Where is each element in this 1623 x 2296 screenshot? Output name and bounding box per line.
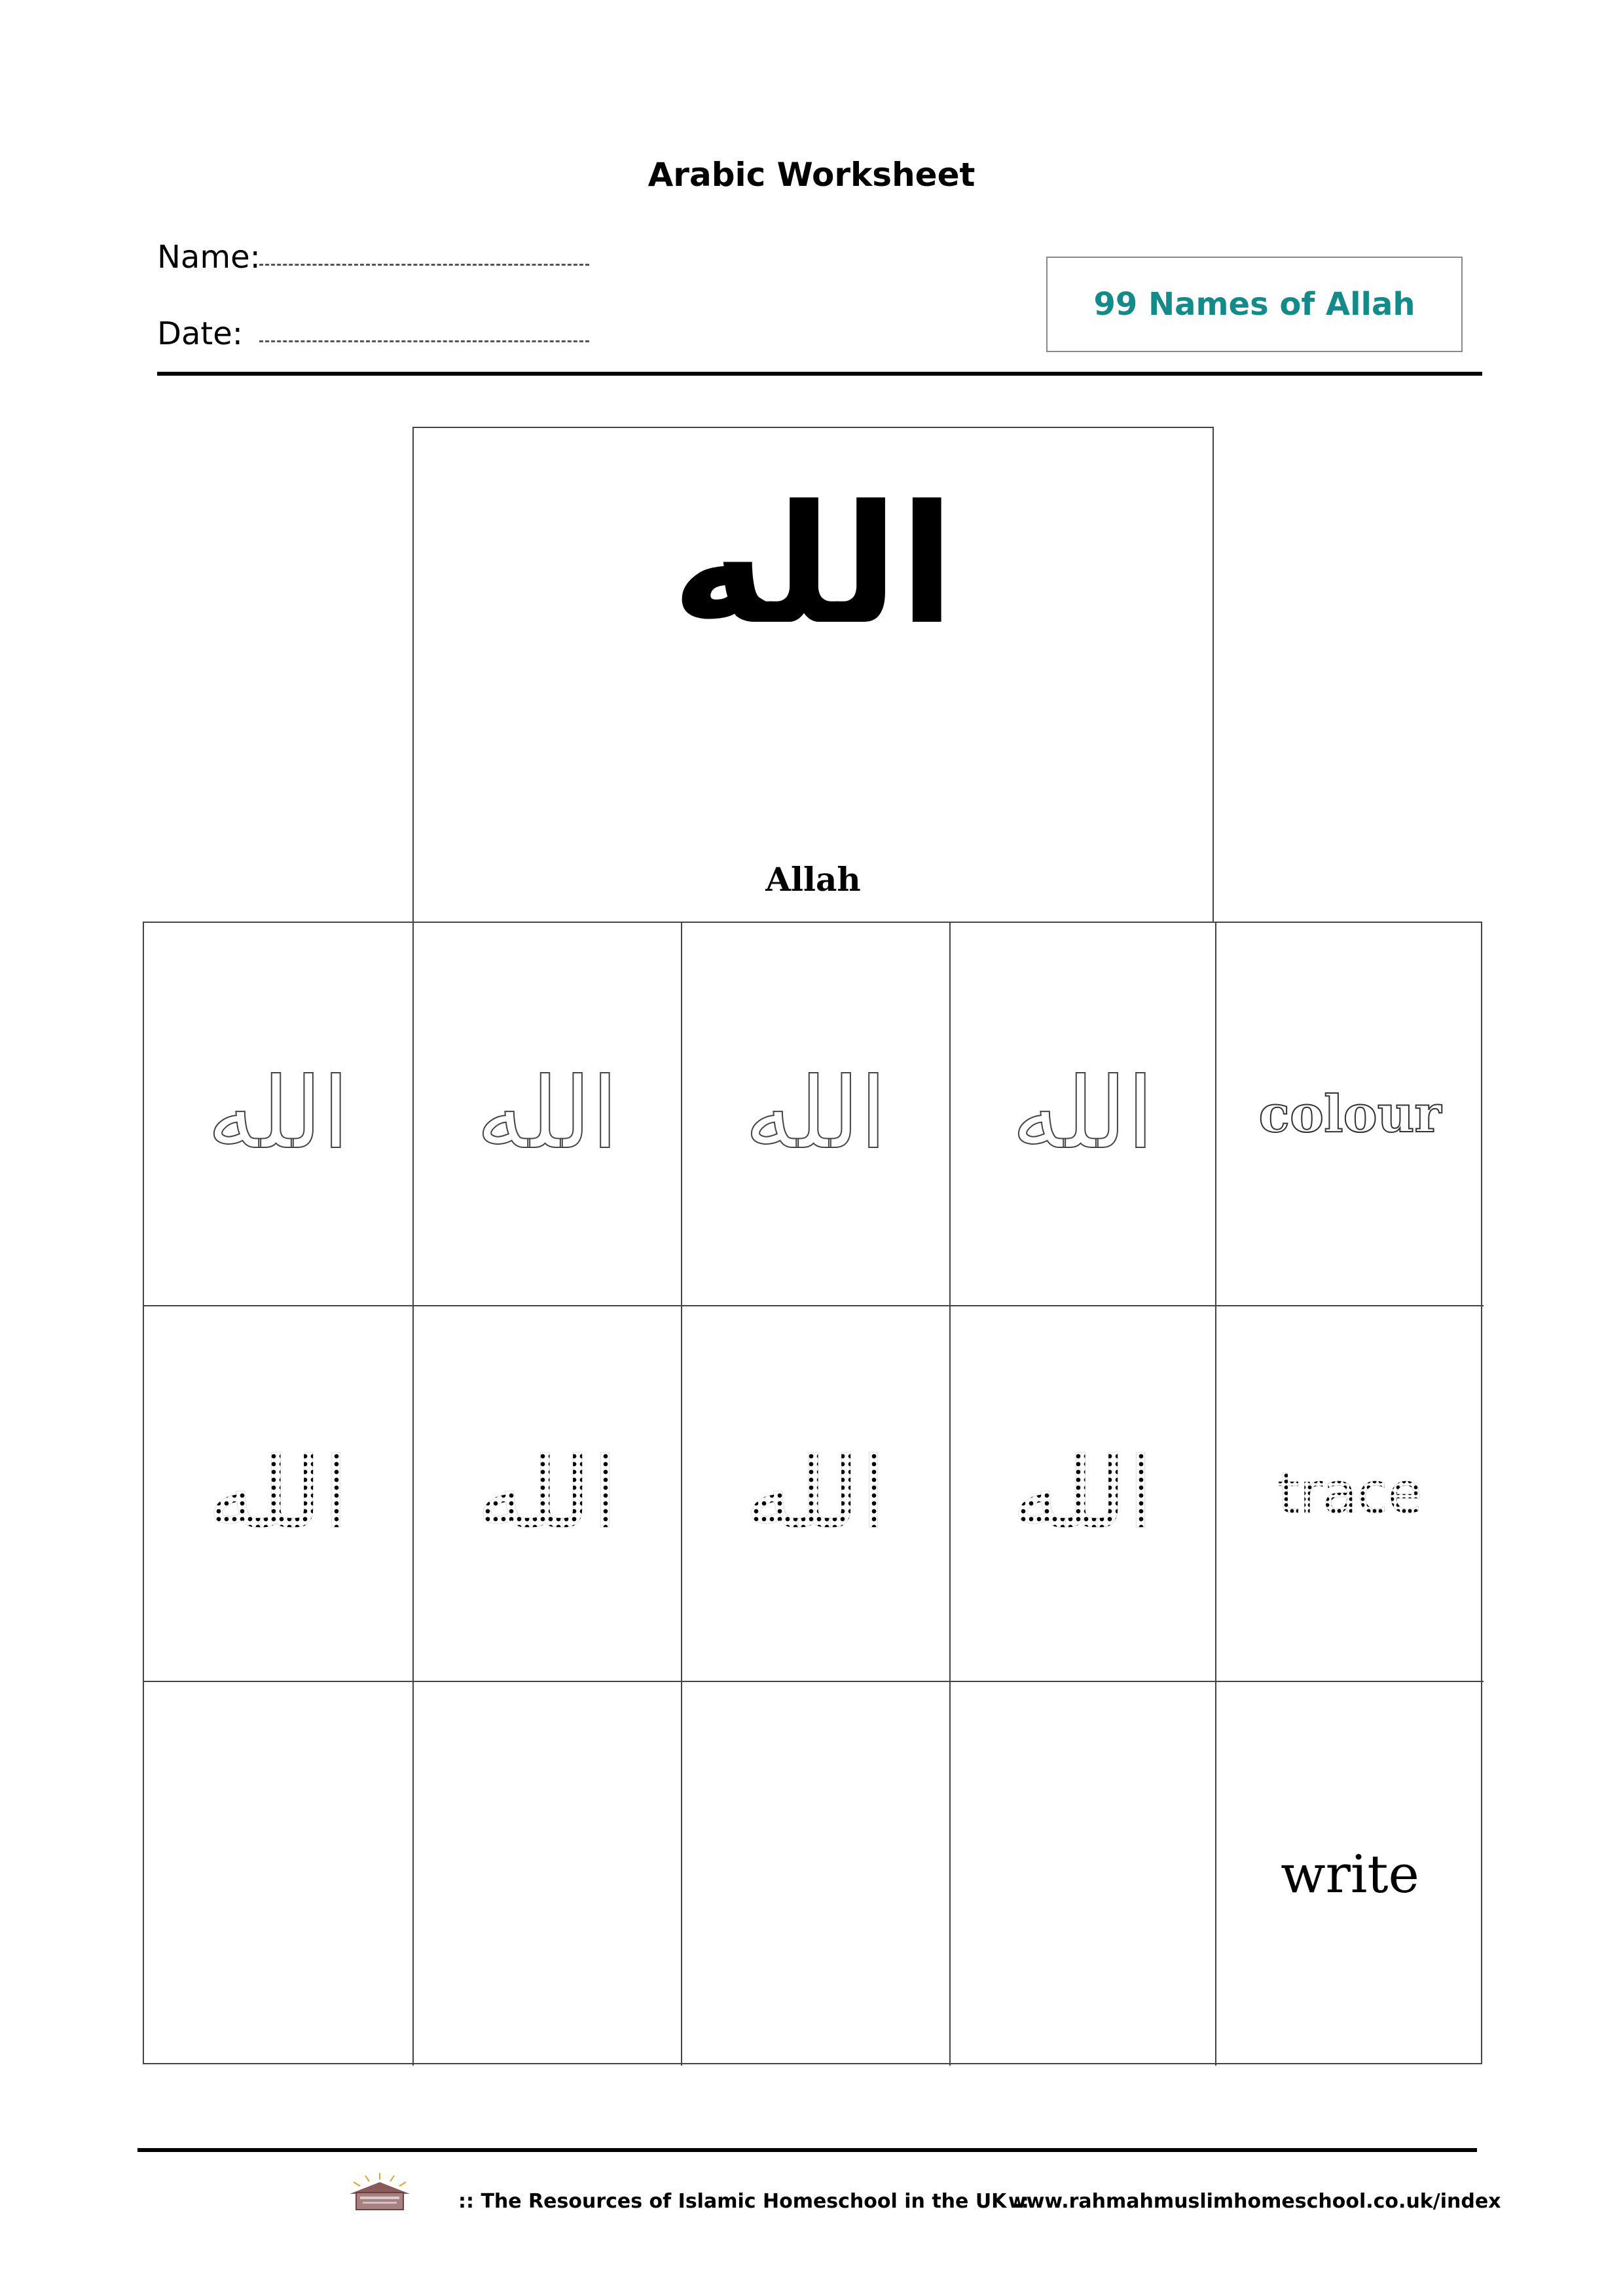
colour-arabic: الله <box>744 1057 887 1171</box>
name-input-line[interactable] <box>259 264 589 266</box>
house-logo-icon <box>340 2172 419 2212</box>
trace-arabic: الله <box>1012 1437 1154 1551</box>
write-cell[interactable] <box>682 1682 951 2066</box>
footer-url-link[interactable]: www.rahmahmuslimhomeschool.co.uk/index <box>1008 2190 1501 2213</box>
colour-cell[interactable] <box>144 923 414 1306</box>
colour-arabic: الله <box>1012 1057 1154 1171</box>
footer-tagline: :: The Resources of Islamic Homeschool in the UK :: <box>458 2190 1029 2213</box>
colour-arabic: الله <box>207 1057 350 1171</box>
trace-arabic: الله <box>476 1437 619 1551</box>
footer-rule <box>137 2148 1477 2152</box>
date-input-line[interactable] <box>259 340 589 342</box>
write-cell[interactable] <box>414 1682 682 2066</box>
write-cell[interactable] <box>144 1682 414 2066</box>
header-rule <box>157 372 1482 376</box>
write-instruction-cell <box>1216 1682 1484 2066</box>
trace-cell[interactable] <box>682 1306 951 1682</box>
trace-cell[interactable] <box>144 1306 414 1682</box>
practice-grid <box>143 922 1482 2064</box>
main-name-cell <box>412 427 1214 923</box>
colour-cell[interactable] <box>951 923 1216 1306</box>
colour-cell[interactable] <box>414 923 682 1306</box>
topic-label: 99 Names of Allah <box>1093 286 1415 323</box>
trace-cell[interactable] <box>414 1306 682 1682</box>
trace-instruction: trace <box>1277 1461 1423 1526</box>
trace-cell[interactable] <box>951 1306 1216 1682</box>
worksheet-title: Arabic Worksheet <box>647 156 976 194</box>
trace-arabic: الله <box>207 1437 350 1551</box>
main-arabic-name: الله <box>671 470 955 660</box>
colour-instruction-cell <box>1216 923 1484 1306</box>
main-transliteration: Allah <box>765 860 861 899</box>
topic-box <box>1046 257 1463 352</box>
date-label: Date: <box>157 315 243 352</box>
colour-arabic: الله <box>476 1057 619 1171</box>
trace-instruction-cell <box>1216 1306 1484 1682</box>
write-cell[interactable] <box>951 1682 1216 2066</box>
colour-instruction: colour <box>1258 1084 1442 1144</box>
colour-cell[interactable] <box>682 923 951 1306</box>
write-instruction: write <box>1281 1843 1419 1905</box>
trace-arabic: الله <box>744 1437 887 1551</box>
name-label: Name: <box>157 239 261 276</box>
